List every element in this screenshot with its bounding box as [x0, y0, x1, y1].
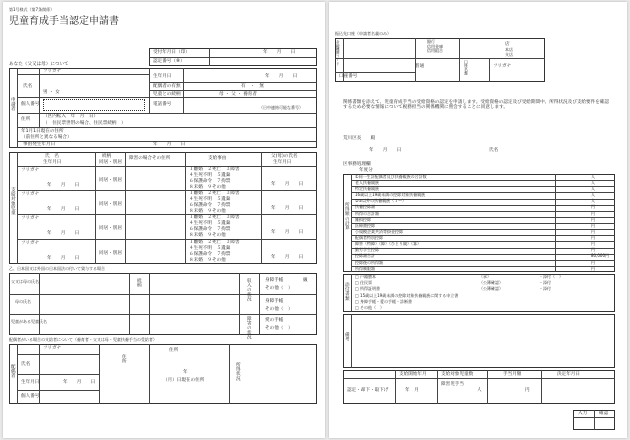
attachment-added: ・添付 [539, 280, 551, 286]
jan1-address-label: 年1月1日現在の住所 [21, 129, 64, 134]
spouse-section-heading: 配偶者がいる場合の支給者について（養育者・父又は母・児童扶養手当の受給者） [9, 337, 157, 342]
other-3: その他（ ） [265, 326, 293, 331]
income-row-unit: 円 [591, 259, 595, 265]
application-form-page-right [329, 2, 627, 438]
attachment-source: （公簿確認） [479, 280, 503, 286]
income-row-label: 所得の合計額 [355, 210, 379, 216]
income-row-unit: 円 [591, 235, 595, 241]
attachment-item[interactable]: □ 住民票 [355, 280, 373, 286]
birth-value: 年 月 日 [265, 74, 298, 79]
furigana-label: フリガナ [43, 69, 62, 74]
personal-number-field[interactable] [43, 99, 145, 111]
other-2: その他（ ） [265, 307, 293, 312]
account-number-label: 口座番号 [339, 74, 358, 79]
reason-line-2: ４生死不明 ５遺棄 [189, 197, 231, 202]
head-decided: 決定年月日 [557, 372, 580, 377]
spouse-income-vertical: 所得状況 [235, 362, 241, 381]
income-vertical-label: 所得額の計算 [344, 202, 350, 230]
attachment-added: ・添付 [539, 286, 551, 292]
children-head-reason: 支給事由 [208, 156, 227, 161]
income-row-label: 医療費控除 [355, 222, 375, 228]
parent-birth: 年 月 日 [271, 255, 304, 260]
remarks-vertical-label: 備考 [344, 332, 350, 342]
account-type: 普通 [415, 64, 425, 69]
declaration-text: 関係書類を添えて、児童育成手当の受給資格の認定を申請します。受給資格の認定及び受給期間中、所得状況及び支給要件を確認するため必要な情報について税務担当の関係機関に照会することに同意します。 [343, 100, 609, 111]
applicant-vertical-label: 申請者 [10, 97, 16, 111]
gender-label: 男 ・ 女 [43, 90, 60, 95]
income-row-unit: 円 [591, 241, 595, 247]
income-row-label: 雑損控除 [355, 216, 371, 222]
income-row-label: 障害（特障）（障）（ひとり親）（寡） [355, 241, 421, 247]
fiscal-year: 年度分 [359, 168, 373, 173]
income-row-unit: 円 [591, 216, 595, 222]
receipt-date-value: 年 月 日 [263, 50, 296, 55]
event-date-label: 事由発生年月日 [23, 142, 56, 147]
income-row-unit: 人 [591, 179, 595, 185]
income-row-unit: 円 [591, 247, 595, 253]
handicap-2: 身障手帳 [265, 299, 284, 304]
jan1-address-sub: （前住所と異なる場合） [21, 135, 72, 140]
about-you-heading: あなた（父又は母）について [9, 62, 69, 67]
attachment-item[interactable]: □ 15歳以上19歳未満の控除対象扶養親族に関する申立書 [355, 292, 459, 298]
reason-line-1: １離婚 ２死亡 ３障害 [189, 215, 240, 220]
attachment-item[interactable]: □ 身障手帳・愛の手帳・診断書 [355, 298, 413, 304]
parent-birth: 年 月 日 [271, 230, 304, 235]
attachment-item[interactable]: □ 戸籍謄本 [355, 274, 377, 279]
reason-line-3: ６保護命令 ７拘禁 [189, 179, 231, 184]
relation-value: 母 ・ 父 ・ 養育者 [219, 92, 257, 97]
reason-line-3: ６保護命令 ７拘禁 [189, 203, 231, 208]
office-use-heading: 区事務処理欄 [343, 162, 371, 167]
attachment-added: ・添付（ ） [539, 274, 563, 279]
reason-line-1: １離婚 ２死亡 ３障害 [189, 167, 240, 172]
child-birth: 年 月 日 [47, 256, 80, 261]
child-name-label: 児童がある児童氏名 [11, 319, 47, 324]
sign-date: 年 月 日 [369, 148, 402, 153]
children-vertical-label: 支給対象児童 [10, 187, 16, 215]
child-furigana: フリガナ [21, 192, 40, 197]
income-row-label: 小規模企業共済等掛金控除 [355, 228, 403, 234]
grade-1: 級 [303, 278, 308, 283]
account-holder-label: 口座名義 [464, 60, 470, 76]
child-cohabit: 同居・別居 [99, 178, 122, 183]
attachment-item[interactable]: □ 所得証明書 [355, 286, 381, 292]
head-amount: 手当月額 [503, 372, 522, 377]
income-row-label: 特定扶養親族 [355, 186, 379, 192]
address-note: （区内転入 年 月 日） [43, 114, 99, 119]
child-furigana: フリガナ [21, 168, 40, 173]
bank-section-title: 振込先口座（申請者名義のみ） [335, 31, 391, 36]
reason-line-2: ４生死不明 ５遺棄 [189, 246, 231, 251]
income-row-label: ②③以外の扶養親族（１～） [355, 198, 407, 204]
income-row-label: ①同一生計配偶者及び扶養親族の合計数 [355, 173, 427, 179]
income-row-label: 配偶者特別控除 [355, 235, 383, 241]
child-furigana: フリガナ [21, 241, 40, 246]
child-furigana: フリガナ [21, 216, 40, 221]
income-status-vertical: 収入の状況 [246, 278, 252, 301]
reason-line-4: ８未婚 ９その他 [189, 209, 226, 214]
income-row-label: 所得制限額 [355, 265, 375, 271]
application-form-page-left [3, 2, 325, 438]
branch-label: 店 [505, 42, 510, 47]
spouse-personal-no: 個人番号 [21, 394, 40, 399]
spouse-name: 氏名 [21, 362, 31, 367]
handicap-1: 身障手帳 [265, 278, 284, 283]
child-birth: 年 月 日 [47, 207, 80, 212]
branch-kind: 本店 支店 [505, 47, 513, 57]
form-title: 児童育成手当認定申請書 [9, 16, 119, 27]
spouse-year: 年 [183, 370, 188, 375]
reason-line-3: ６保護命令 ７拘禁 [189, 252, 231, 257]
children-head-name: 氏 名 [45, 154, 59, 159]
child-birth: 年 月 日 [47, 183, 80, 188]
income-row-unit: 円 [591, 204, 595, 210]
event-date-value: 年 月 日 [153, 142, 186, 147]
children-head-parent: 父(母)の氏名 [271, 154, 298, 159]
remarks-box [343, 314, 615, 368]
parent-birth: 年 月 日 [271, 206, 304, 211]
reason-line-1: １離婚 ２死亡 ３障害 [189, 240, 240, 245]
birth-label: 生年月日 [153, 74, 172, 79]
reason-line-1: １離婚 ２死亡 ３障害 [189, 191, 240, 196]
income-row-unit: 円 [591, 210, 595, 216]
income-row-label: 控除後の所得額 [355, 259, 383, 265]
stamp-confirm: 確認 [599, 411, 609, 416]
spouse-trustee: （月）日現在の住所 [163, 378, 205, 383]
address-label: 住所 [21, 117, 31, 122]
reason-line-2: ４生死不明 ５遺棄 [189, 221, 231, 226]
spouse-label: 配偶者の有無 [153, 84, 181, 89]
children-head-relation: 続柄 [102, 154, 112, 159]
reason-line-3: ６保護命令 ７拘禁 [189, 227, 231, 232]
other-1: その他（ ） [265, 286, 293, 291]
relation-label: 児童との続柄 [153, 92, 181, 97]
income-row-label: 老人扶養親族 [355, 179, 379, 185]
sign-name-label: 氏名 [489, 148, 499, 153]
mother-name-label: 母の氏名 [15, 299, 31, 304]
spouse-birth: 生年月日 [21, 380, 40, 385]
phone-label: 電話番号 [153, 102, 172, 107]
children-head-cohabit: 同居・別居 [99, 160, 122, 165]
spouse-birth-value: 年 月 日 [63, 380, 96, 385]
cert-number-label: 認定番号（⑧） [153, 59, 185, 64]
attach-vertical-label: 添付書類 [344, 282, 350, 301]
reason-line-4: ８未婚 ９その他 [189, 258, 226, 263]
child-cohabit: 同居・別居 [99, 226, 122, 231]
spouse-furigana: フリガナ [43, 346, 62, 351]
parent-name-label: 父又は母の氏名 [11, 279, 39, 284]
head-children: 支給対象児童数 [441, 372, 474, 377]
income-row-label: 扶養控除額 [355, 204, 375, 210]
decision-options: 認定・却下・取下げ [347, 388, 389, 393]
reason-line-4: ８未婚 ９その他 [189, 233, 226, 238]
bank-type: 銀行 信用金庫 信用組合 [427, 39, 443, 54]
address-note-2: （ 住民票世帯の場合、住民票続柄 ） [43, 121, 126, 126]
handicap-3: 愛の手帳 [265, 318, 284, 323]
stamp-input: 入力 [578, 411, 588, 416]
spouse-apartment: 住所 [169, 348, 179, 353]
income-row-unit: 円 [591, 222, 595, 228]
spouse-vertical-label: 配偶者 [10, 364, 16, 378]
income-row-unit: 人 [591, 173, 595, 179]
child-birth: 年 月 日 [47, 231, 80, 236]
income-row-unit: 円 [591, 265, 595, 271]
holder-furigana: フリガナ [493, 64, 512, 69]
relation-vertical: 続柄 [136, 278, 142, 288]
reason-line-2: ４生死不明 ５遺棄 [189, 173, 231, 178]
child-cohabit: 同居・別居 [99, 251, 122, 256]
income-row-unit: 人 [591, 192, 595, 198]
bank-code-label: 金融機関コード [336, 40, 341, 66]
children-head-address: 障害の場合その住所 [129, 156, 171, 161]
addressee: 荒川区長 殿 [343, 136, 376, 141]
income-row-unit: 80,000円 [591, 253, 609, 259]
income-row-label: 控除額合計 [355, 253, 375, 259]
form-number: 第1号様式（第7条関係） [9, 7, 55, 12]
children-count: 人 [477, 388, 482, 393]
spouse-value: 有 ・ 無 [241, 84, 264, 89]
personal-number-label: 個人番号 [21, 102, 40, 107]
head-start: 支給開始年月 [399, 372, 427, 377]
section-b-heading: 乙、日本国又は外国の日本国法の付いて貸与する場合 [9, 266, 105, 271]
income-row-unit: 円 [591, 228, 595, 234]
income-row-unit: 人 [591, 186, 595, 192]
row-label: 障害児手当 [441, 382, 464, 387]
receipt-date-label: 受付年月日（印） [153, 50, 190, 55]
child-cohabit: 同居・別居 [99, 202, 122, 207]
income-row-label: 16歳以上19歳未満の控除対象扶養親族 [355, 192, 426, 198]
income-row-label: 勤労学生控除 [355, 247, 379, 253]
start-ym: 年 月 [405, 388, 419, 393]
parent-birth: 年 月 日 [271, 182, 304, 187]
attachment-source: （承） [479, 274, 491, 279]
name-label: 氏名 [23, 84, 33, 89]
income-row-unit: 人 [591, 198, 595, 204]
amount-unit: 円 [525, 388, 530, 393]
phone-note: （日中連絡可能な番号） [259, 105, 303, 110]
children-head-parent-birth: 生年月日 [273, 160, 292, 165]
spouse-address-vertical: 住所 [121, 354, 127, 364]
attachment-source: （公簿確認） [479, 286, 503, 292]
attachment-item[interactable]: □ その他（ ） [355, 304, 385, 310]
handicap-status-vertical: 障害の状況 [246, 316, 252, 339]
reason-line-4: ８未婚 ９その他 [189, 185, 226, 190]
children-head-birth: 生年月日 [43, 160, 62, 165]
